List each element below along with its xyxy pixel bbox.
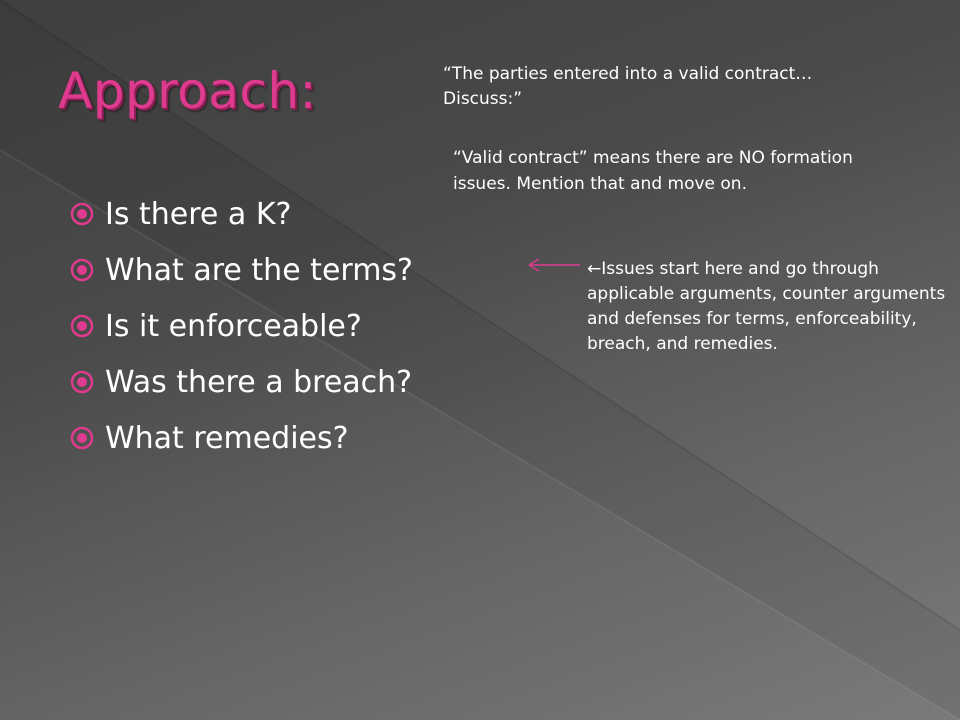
circled-dot-icon — [68, 200, 96, 228]
bullet-item — [68, 354, 413, 410]
bullet-item — [68, 298, 413, 354]
bullet-text: Was there a breach? — [105, 364, 413, 400]
bullet-list — [68, 186, 413, 466]
left-arrow-glyph-icon: ← — [587, 259, 602, 279]
circled-dot-icon — [68, 424, 96, 452]
slide-title: Approach: — [58, 62, 317, 120]
circled-dot-icon — [68, 256, 96, 284]
circled-dot-icon — [68, 312, 96, 340]
bullet-text: Is there a K? — [105, 196, 292, 232]
issues-note — [587, 257, 955, 357]
valid-contract-note: “Valid contract” means there are NO formation issues. Mention that and move on. — [453, 148, 853, 194]
bullet-item — [68, 410, 413, 466]
circled-dot-icon — [68, 368, 96, 396]
issues-note-text: Issues start here and go through applicable arguments, counter arguments and defenses for terms, enforceability, breach, and remedies. — [587, 259, 946, 354]
bullet-text: What are the terms? — [105, 252, 413, 288]
bullet-item — [68, 242, 413, 298]
bullet-text: What remedies? — [105, 420, 349, 456]
bullet-text: Is it enforceable? — [105, 308, 362, 344]
bullet-item — [68, 186, 413, 242]
arrow-left-icon — [524, 252, 582, 278]
quote-note: “The parties entered into a valid contract…Discuss:” — [443, 64, 813, 109]
